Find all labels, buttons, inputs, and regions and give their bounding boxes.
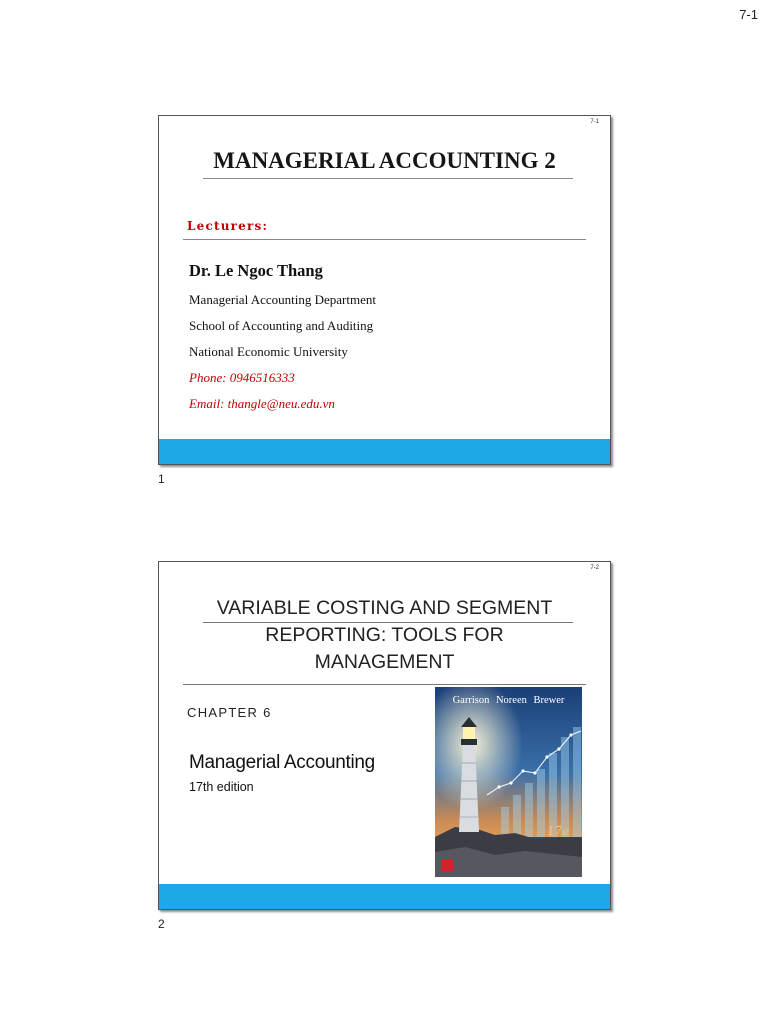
university-line: National Economic University [189, 344, 348, 359]
publisher-logo-icon [441, 859, 453, 871]
title-divider [203, 622, 573, 623]
title-line: VARIABLE COSTING AND SEGMENT [216, 597, 553, 619]
slide-title: MANAGERIAL ACCOUNTING 2 [213, 148, 556, 173]
cover-authors: Garrison Noreen Brewer [452, 695, 565, 706]
slide-number: 7-2 [590, 565, 599, 571]
slide-title [189, 595, 580, 676]
book-title: Managerial Accounting [189, 752, 375, 773]
title-line: REPORTING: TOOLS FOR [265, 624, 504, 646]
slide-2[interactable] [158, 561, 611, 910]
phone-line: Phone: 0946516333 [189, 370, 295, 385]
slide-footer-bar [159, 439, 610, 464]
cover-edition-mark: 17e [547, 824, 570, 838]
book-edition: 17th edition [189, 780, 254, 794]
email-line: Email: thangle@neu.edu.vn [189, 396, 335, 411]
title-line: MANAGEMENT [314, 651, 455, 673]
department-line: Managerial Accounting Department [189, 292, 376, 307]
lecturer-name: Dr. Le Ngoc Thang [189, 261, 323, 280]
slide-footer-bar [159, 884, 610, 909]
school-line: School of Accounting and Auditing [189, 318, 374, 333]
title-divider [203, 178, 573, 179]
page-number: 7-1 [739, 7, 758, 22]
slide-number: 7-1 [590, 119, 599, 125]
section-divider [183, 684, 586, 685]
lighthouse-cover-illustration [435, 687, 582, 877]
book-cover-image [435, 687, 582, 877]
section-divider [183, 239, 586, 240]
slide-thumb-label: 2 [158, 917, 165, 931]
chapter-label: CHAPTER 6 [187, 705, 272, 720]
slide-thumb-label: 1 [158, 472, 165, 486]
lecturers-heading: Lecturers: [187, 219, 269, 233]
slide-1[interactable] [158, 115, 611, 465]
